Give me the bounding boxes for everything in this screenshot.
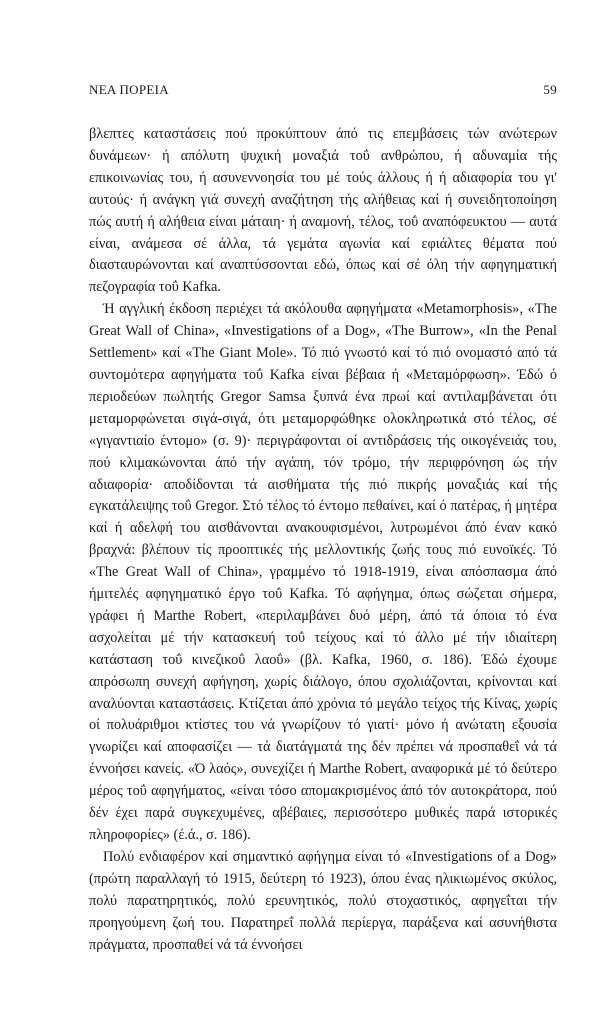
paragraph: βλεπτες καταστάσεις πού προκύπτουν άπό τις επεμβάσεις τών ανώτερων δυνάμεων· ή απόλυτη ψυχική μοναξιά τοΰ ανθρώπου, ή αδυναμία τής επικοινωνίας του, ή ασυνεννοησία του μέ τούς άλλους ή ή αδιαφορία του γι' αυτούς· ή ανάγκη γιά συνεχή αναζήτηση τής αλήθειας καί ή συνειδητοποίηση πώς αυτή ή αλήθεια είναι μάταιη· ή αναμονή, τέλος, τοΰ αναπόφευκτου — αυτά είναι, ανάμεσα σέ άλλα, τά γεμάτα αγωνία καί εφιάλτες θέματα πού διασταυρώνονται καί αναπτύσσονται εδώ, όπως καί σέ όλη τήν αφηγηματική πεζογραφία τοΰ Kafka. [89, 126, 557, 296]
paragraph: Ή αγγλική έκδοση περιέχει τά ακόλουθα αφηγήματα «Metamorphosis», «The Great Wall of China», «Investigations of a Dog», «The Burrow», «In the Penal Settlement» καί «The Giant Mole». Τό πιό γνωστό καί τό πιό ονομαστό από τά συντομότερα αφηγήματα τοΰ Kafka είναι βέβαια ή «Μεταμόρφωση». Έδώ ό περιοδεύων πωλητής Gregor Samsa ξυπνά ένα πρωί καί αντιλαμβάνεται ότι μεταμορφώνεται σιγά-σιγά, ότι μεταμορφώθηκε ολοκληρωτικά στό τέλος, σέ «γιγαντιαίο έντομο» (σ. 9)· περιγράφονται οί αντιδράσεις τής οικογένειάς του, πού κλιμακώνονται άπό τήν αγάπη, τόν τρόμο, τήν περιφρόνηση ώς τήν αδιαφορία· αποδίδονται τά αισθήματα τής πιό πικρής μοναξιάς καί τής εγκατάλειψης τοΰ Gregor. Στό τέλος τό έντομο πεθαίνει, καί ό πατέρας, ή μητέρα καί ή αδελφή του αισθάνονται ανακουφισμένοι, λυτρωμένοι άπό έναν κακό βραχνά: βλέπουν τίς προοπτικές τής μελλοντικής ζωής τους πιό ευνοϊκές. Τό «The Great Wall of China», γραμμένο τό 1918-1919, είναι απόσπασμα άπό ήμιτελές αφηγηματικό έργο τοΰ Kafka. Τό αφήγημα, όπως σώζεται σήμερα, γράφει ή Marthe Robert, «περιλαμβάνει δυό μέρη, άπό τά όποια τό ένα ασχολείται μέ τήν κατασκευή τοΰ τείχους καί τό άλλο μέ τήν ιδιαίτερη κατάσταση τοΰ κινεζικοΰ λαοΰ» (βλ. Kafka, 1960, σ. 186). Έδώ έχουμε απρόσωπη συνεχή αφήγηση, χωρίς διάλογο, όπου σχολιάζονται, κρίνονται καί αναλύονται καταστάσεις. Κτίζεται άπό χρόνια τό μεγάλο τείχος τής Κίνας, χωρίς οί πολυάριθμοι κτίστες του νά γνωρίζουν τό γιατί· μόνο ή ανώτατη εξουσία γνωρίζει καί αποφασίζει — τά διατάγματά της δέν πρέπει νά προσπαθεΐ νά τά έννοήσει κανείς. «Ό λαός», συνεχίζει ή Marthe Robert, αναφορικά μέ τό δεύτερο μέρος τοΰ αφηγήματος, «είναι τόσο απομακρισμένος άπό τόν αυτοκράτορα, πού δέν έχει παρά συγκεχυμένες, αβέβαιες, περισσότερο μυθικές παρά ιστορικές πληροφορίες» (έ.ά., σ. 186). [89, 301, 557, 843]
page-number: 59 [543, 82, 557, 97]
paragraph: Πολύ ενδιαφέρον καί σημαντικό αφήγημα είναι τό «Investigations of a Dog» (πρώτη παραλλαγή τό 1915, δεύτερη τό 1923), όπου ένας ηλικιωμένος σκύλος, πολύ παρατηρητικός, πολύ ερευνητικός, πολύ στοχαστικός, αφηγεΐται τήν προηγούμενη ζωή του. Παρατηρεΐ πολλά περίεργα, παράξενα καί ασυνήθιστα πράγματα, προσπαθεί νά τά έννοήσει [89, 848, 557, 953]
running-head [89, 82, 557, 102]
body-text [89, 124, 557, 956]
journal-title: ΝΕΑ ΠΟΡΕΙΑ [89, 82, 169, 97]
